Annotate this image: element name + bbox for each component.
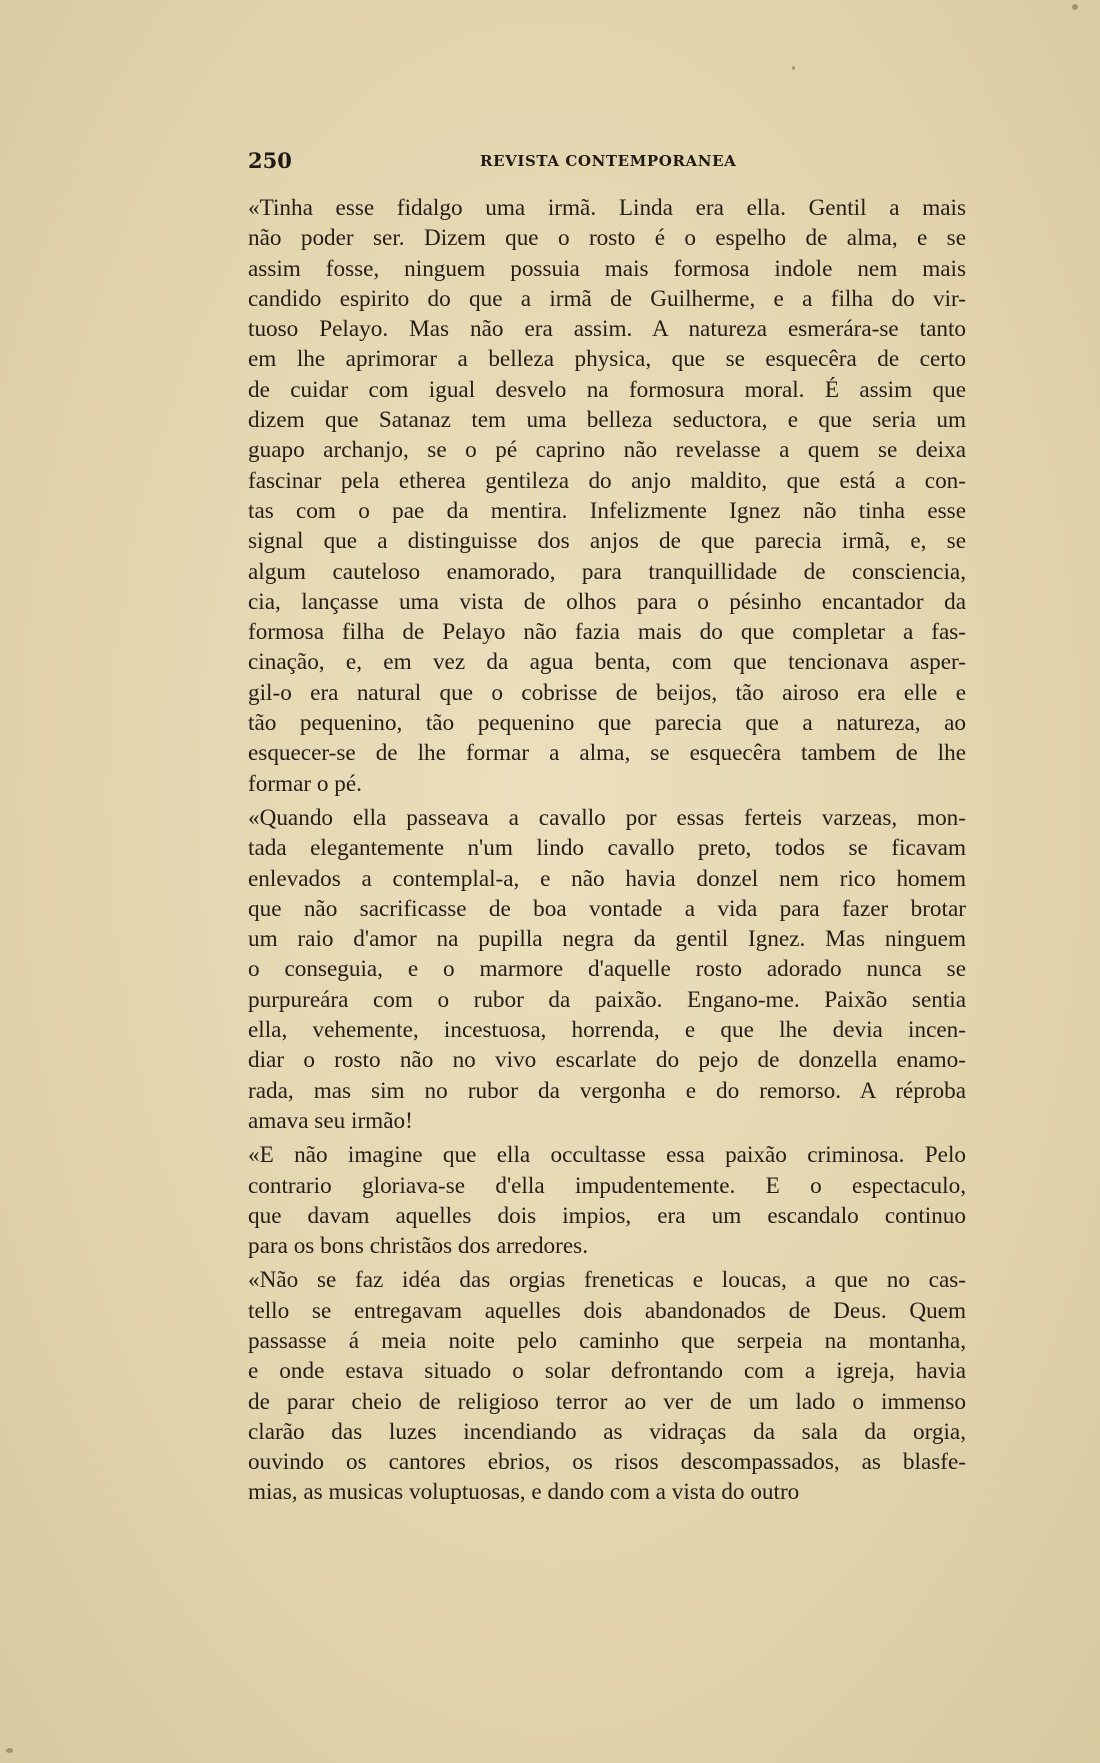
- text-line: candido espirito do que a irmã de Guilherme, e a filha do vir-: [248, 285, 966, 312]
- text-line: dizem que Satanaz tem uma belleza seductora, e que seria um: [248, 407, 966, 434]
- paragraph: [248, 1140, 966, 1261]
- text-line: purpureára com o rubor da paixão. Engano-me. Paixão sentia: [248, 986, 966, 1013]
- paragraph: [248, 1265, 966, 1507]
- text-line: assim fosse, ninguem possuia mais formosa indole nem mais: [248, 255, 966, 282]
- text-line: ouvindo os cantores ebrios, os risos descompassados, as blasfe-: [248, 1449, 966, 1476]
- text-line: tada elegantemente n'um lindo cavallo preto, todos se ficavam: [248, 835, 966, 862]
- paper-speck: [6, 1748, 13, 1753]
- text-line: cinação, e, em vez da agua benta, com que tencionava asper-: [248, 649, 966, 676]
- text-line: clarão das luzes incendiando as vidraças da sala da orgia,: [248, 1418, 966, 1445]
- text-line: não poder ser. Dizem que o rosto é o espelho de alma, e se: [248, 225, 966, 252]
- text-line: signal que a distinguisse dos anjos de que parecia irmã, e, se: [248, 528, 966, 555]
- text-line: tas com o pae da mentira. Infelizmente Ignez não tinha esse: [248, 497, 966, 524]
- text-line: tello se entregavam aquelles dois abandonados de Deus. Quem: [248, 1297, 966, 1324]
- text-line: algum cauteloso enamorado, para tranquillidade de consciencia,: [248, 558, 966, 585]
- text-line: passasse á meia noite pelo caminho que serpeia na montanha,: [248, 1327, 966, 1354]
- running-head: [248, 148, 970, 176]
- text-line: gil-o era natural que o cobrisse de beijos, tão airoso era elle e: [248, 679, 966, 706]
- text-line: tuoso Pelayo. Mas não era assim. A natureza esmerára-se tanto: [248, 316, 966, 343]
- text-line: formar o pé.: [248, 770, 362, 797]
- paragraph: [248, 193, 966, 799]
- text-line: guapo archanjo, se o pé caprino não revelasse a quem se deixa: [248, 437, 966, 464]
- text-line: enlevados a contemplal-a, e não havia donzel nem rico homem: [248, 865, 966, 892]
- text-line: contrario gloriava-se d'ella impudentemente. E o espectaculo,: [248, 1172, 966, 1199]
- text-line: «Quando ella passeava a cavallo por essas ferteis varzeas, mon-: [248, 804, 966, 831]
- text-line: em lhe aprimorar a belleza physica, que se esquecêra de certo: [248, 346, 966, 373]
- text-line: tão pequenino, tão pequenino que parecia que a natureza, ao: [248, 710, 966, 737]
- paragraph: [248, 803, 966, 1136]
- text-line: de cuidar com igual desvelo na formosura moral. É assim que: [248, 376, 966, 403]
- paper-speck: [792, 66, 795, 70]
- text-line: formosa filha de Pelayo não fazia mais do que completar a fas-: [248, 619, 966, 646]
- text-line: que não sacrificasse de boa vontade a vida para fazer brotar: [248, 895, 966, 922]
- text-line: «Tinha esse fidalgo uma irmã. Linda era ella. Gentil a mais: [248, 195, 966, 221]
- text-line: e onde estava situado o solar defrontando com a igreja, havia: [248, 1358, 966, 1385]
- journal-title: REVISTA CONTEMPORANEA: [480, 152, 737, 170]
- text-line: mias, as musicas voluptuosas, e dando com a vista do outro: [248, 1479, 800, 1506]
- text-line: esquecer-se de lhe formar a alma, se esquecêra tambem de lhe: [248, 740, 966, 767]
- text-line: o conseguia, e o marmore d'aquelle rosto adorado nunca se: [248, 956, 966, 983]
- text-line: de parar cheio de religioso terror ao ver de um lado o immenso: [248, 1388, 966, 1415]
- text-line: que davam aquelles dois impios, era um escandalo continuo: [248, 1202, 966, 1229]
- text-line: um raio d'amor na pupilla negra da gentil Ignez. Mas ninguem: [248, 926, 966, 953]
- text-line: rada, mas sim no rubor da vergonha e do remorso. A réproba: [248, 1077, 966, 1104]
- paper-speck: [1072, 4, 1078, 10]
- body-text: [248, 193, 966, 1508]
- text-line: ella, vehemente, incestuosa, horrenda, e que lhe devia incen-: [248, 1017, 966, 1044]
- text-line: «E não imagine que ella occultasse essa paixão criminosa. Pelo: [248, 1142, 966, 1169]
- text-line: diar o rosto não no vivo escarlate do pejo de donzella enamo-: [248, 1047, 966, 1074]
- text-line: «Não se faz idéa das orgias freneticas e loucas, a que no cas-: [248, 1267, 966, 1294]
- text-line: cia, lançasse uma vista de olhos para o pésinho encantador da: [248, 588, 966, 615]
- text-line: amava seu irmão!: [248, 1107, 413, 1134]
- text-line: fascinar pela etherea gentileza do anjo maldito, que está a con-: [248, 467, 966, 494]
- page-number: 250: [248, 148, 292, 173]
- text-line: para os bons christãos dos arredores.: [248, 1233, 588, 1260]
